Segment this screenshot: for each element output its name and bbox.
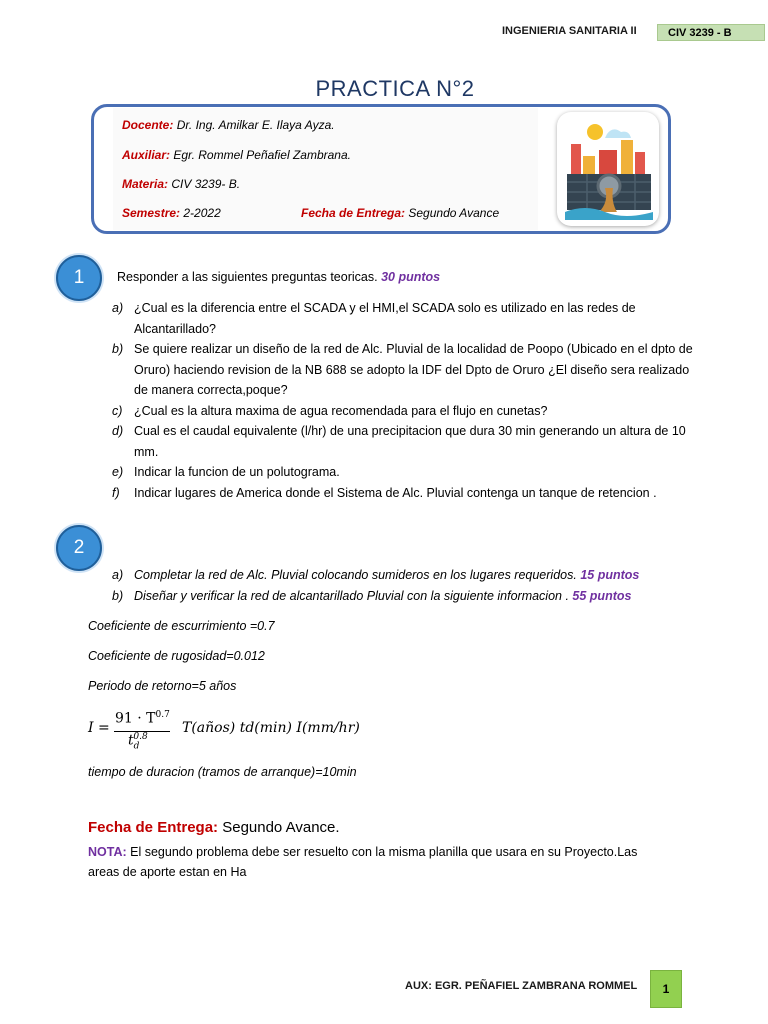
question-b xyxy=(112,339,702,401)
delivery-value: Segundo Avance. xyxy=(222,819,340,836)
question-letter: e) xyxy=(112,465,124,479)
task-points: 15 puntos xyxy=(580,568,640,582)
nota-text: El segundo problema debe ser resuelto con la misma planilla que usara en su Proyecto.Las areas de aporte estan en Ha xyxy=(88,845,638,879)
materia-line xyxy=(122,177,240,191)
question-letter: a) xyxy=(112,301,124,315)
page-number: 1 xyxy=(650,970,682,1008)
section-2-number: 2 xyxy=(56,525,102,571)
header-course: INGENIERIA SANITARIA II xyxy=(502,25,637,37)
task-letter: b) xyxy=(112,588,124,603)
question-letter: f) xyxy=(112,485,120,500)
formula-den-sub: d xyxy=(133,741,140,752)
question-letter: d) xyxy=(112,424,124,438)
fecha-line xyxy=(301,206,499,220)
question-text: ¿Cual es la diferencia entre el SCADA y el HMI,el SCADA solo es utilizado en las redes de Alcantarillado? xyxy=(134,301,636,336)
city-sewer-illustration xyxy=(557,112,659,226)
auxiliar-label: Auxiliar: xyxy=(122,148,171,162)
coef-escurrimiento: Coeficiente de escurrimiento =0.7 xyxy=(88,619,275,633)
delivery-label: Fecha de Entrega: xyxy=(88,819,219,836)
nota-label: NOTA: xyxy=(88,845,127,859)
section-2-task-list xyxy=(112,565,732,606)
question-text: Indicar la funcion de un polutograma. xyxy=(134,465,340,479)
formula-vars: T(años) td(min) I(mm/hr) xyxy=(182,720,360,736)
formula-t-exponent: 0.7 xyxy=(155,710,170,720)
formula-numerator xyxy=(115,710,170,727)
task-b xyxy=(112,586,732,607)
semestre-value: 2-2022 xyxy=(183,206,221,220)
question-letter: b) xyxy=(112,342,124,356)
materia-label: Materia: xyxy=(122,177,169,191)
fecha-label: Fecha de Entrega: xyxy=(301,206,406,220)
task-points: 55 puntos xyxy=(572,588,632,603)
section-1-number: 1 xyxy=(56,255,102,301)
formula-coef: 91 · T xyxy=(115,710,156,727)
city-sewer-logo xyxy=(557,112,659,226)
delivery-line xyxy=(88,819,340,836)
docente-line xyxy=(122,118,335,132)
formula-den-base: t xyxy=(128,732,134,749)
task-text: Completar la red de Alc. Pluvial colocando sumideros en los lugares requeridos. xyxy=(134,568,577,582)
question-f xyxy=(112,483,702,504)
docente-label: Docente: xyxy=(122,118,174,132)
question-d xyxy=(112,421,702,462)
section-1-points: 30 puntos xyxy=(381,270,441,284)
materia-value: CIV 3239- B. xyxy=(171,177,241,191)
coef-rugosidad: Coeficiente de rugosidad=0.012 xyxy=(88,649,265,663)
info-panel xyxy=(113,108,538,230)
question-text: ¿Cual es la altura maxima de agua recomendada para el flujo en cunetas? xyxy=(134,403,548,418)
semestre-label: Semestre: xyxy=(122,206,181,220)
header-course-code: CIV 3239 - B xyxy=(657,24,765,41)
docente-value: Dr. Ing. Amilkar E. Ilaya Ayza. xyxy=(176,118,335,132)
formula-lhs: I = xyxy=(88,720,110,736)
question-text: Se quiere realizar un diseño de la red de Alc. Pluvial de la localidad de Poopo (Ubicado en el dpto de Oruro) haciendo revision de la NB 688 se adopto la IDF del Dpto de Oruro ¿El diseño sera realizado de manera correcta,poque? xyxy=(134,342,693,397)
section-1-intro xyxy=(117,270,440,284)
auxiliar-value: Egr. Rommel Peñafiel Zambrana. xyxy=(173,148,351,162)
semestre-line xyxy=(122,206,221,220)
task-a xyxy=(112,565,732,586)
question-e xyxy=(112,462,702,483)
formula-denominator xyxy=(128,732,148,751)
auxiliar-line xyxy=(122,148,351,162)
nota-paragraph xyxy=(88,842,648,882)
footer-author: AUX: EGR. PEÑAFIEL ZAMBRANA ROMMEL xyxy=(405,980,638,992)
question-text: Indicar lugares de America donde el Sistema de Alc. Pluvial contenga un tanque de retencion . xyxy=(134,485,657,500)
question-a xyxy=(112,298,702,339)
page-title: PRACTICA N°2 xyxy=(315,76,475,101)
periodo-retorno: Periodo de retorno=5 años xyxy=(88,679,237,693)
question-letter: c) xyxy=(112,403,123,418)
task-text: Diseñar y verificar la red de alcantarillado Pluvial con la siguiente informacion . xyxy=(134,588,569,603)
idf-formula xyxy=(88,706,408,754)
task-letter: a) xyxy=(112,568,124,582)
formula-den-exp: 0.8 xyxy=(133,732,148,742)
section-1-question-list xyxy=(112,298,702,503)
question-c xyxy=(112,401,702,422)
question-text: Cual es el caudal equivalente (l/hr) de una precipitacion que dura 30 min generando un altura de 10 mm. xyxy=(134,424,686,459)
tiempo-duracion: tiempo de duracion (tramos de arranque)=10min xyxy=(88,765,357,779)
section-1-intro-text: Responder a las siguientes preguntas teoricas. xyxy=(117,270,378,284)
fecha-value: Segundo Avance xyxy=(408,206,500,220)
